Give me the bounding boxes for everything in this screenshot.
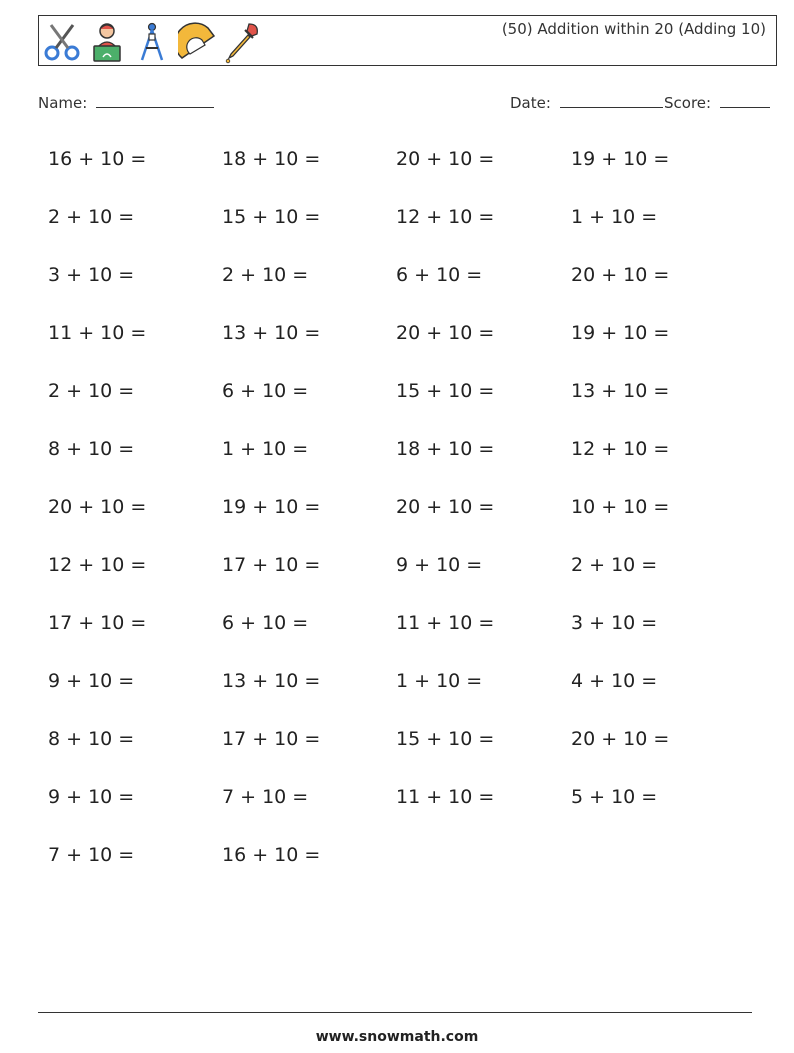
math-problem: 19 + 10 = [222,496,321,518]
math-problem: 16 + 10 = [222,844,321,866]
scissors-icon [43,20,81,64]
math-problem: 19 + 10 = [571,148,670,170]
math-problem: 11 + 10 = [48,322,147,344]
math-problem: 15 + 10 = [222,206,321,228]
math-problem: 18 + 10 = [222,148,321,170]
math-problem: 4 + 10 = [571,670,658,692]
math-problem: 11 + 10 = [396,612,495,634]
score-blank[interactable] [720,93,770,108]
math-problem: 17 + 10 = [222,728,321,750]
math-problem: 20 + 10 = [571,264,670,286]
math-problem: 2 + 10 = [48,380,135,402]
math-problem: 20 + 10 = [48,496,147,518]
math-problem: 19 + 10 = [571,322,670,344]
math-problem: 15 + 10 = [396,380,495,402]
math-problem: 6 + 10 = [396,264,483,286]
name-field [38,93,214,112]
math-problem: 20 + 10 = [571,728,670,750]
math-problem: 17 + 10 = [48,612,147,634]
protractor-icon [178,20,216,64]
math-problem: 18 + 10 = [396,438,495,460]
math-problem: 12 + 10 = [571,438,670,460]
date-blank[interactable] [560,93,663,108]
math-problem: 9 + 10 = [48,670,135,692]
math-problem: 5 + 10 = [571,786,658,808]
math-problem: 20 + 10 = [396,322,495,344]
math-problem: 6 + 10 = [222,380,309,402]
math-problem: 9 + 10 = [396,554,483,576]
math-problem: 13 + 10 = [222,322,321,344]
date-field [510,93,663,112]
person-laptop-icon [88,20,126,64]
math-problem: 13 + 10 = [571,380,670,402]
score-label: Score: [664,94,712,112]
math-problem: 2 + 10 = [571,554,658,576]
math-problem: 2 + 10 = [222,264,309,286]
math-problem: 8 + 10 = [48,728,135,750]
math-problem: 16 + 10 = [48,148,147,170]
math-problem: 8 + 10 = [48,438,135,460]
math-problem: 6 + 10 = [222,612,309,634]
math-problem: 2 + 10 = [48,206,135,228]
math-problem: 10 + 10 = [571,496,670,518]
worksheet-title: (50) Addition within 20 (Adding 10) [501,20,766,38]
header-icons [43,20,261,64]
math-problem: 9 + 10 = [48,786,135,808]
footer-divider [38,1012,752,1013]
math-problem: 15 + 10 = [396,728,495,750]
footer-website: www.snowmath.com [315,1029,479,1045]
worksheet-header [38,15,777,66]
math-problem: 12 + 10 = [48,554,147,576]
score-field [664,93,770,112]
math-problem: 3 + 10 = [571,612,658,634]
math-problem: 7 + 10 = [222,786,309,808]
math-problem: 12 + 10 = [396,206,495,228]
name-blank[interactable] [96,93,214,108]
math-problem: 11 + 10 = [396,786,495,808]
pipette-icon [223,20,261,64]
math-problem: 13 + 10 = [222,670,321,692]
math-problem: 1 + 10 = [222,438,309,460]
math-problem: 3 + 10 = [48,264,135,286]
date-label: Date: [510,94,551,112]
math-problem: 7 + 10 = [48,844,135,866]
math-problem: 20 + 10 = [396,148,495,170]
math-problem: 20 + 10 = [396,496,495,518]
name-label: Name: [38,94,88,112]
math-problem: 17 + 10 = [222,554,321,576]
math-problem: 1 + 10 = [396,670,483,692]
math-problem: 1 + 10 = [571,206,658,228]
compass-icon [133,20,171,64]
